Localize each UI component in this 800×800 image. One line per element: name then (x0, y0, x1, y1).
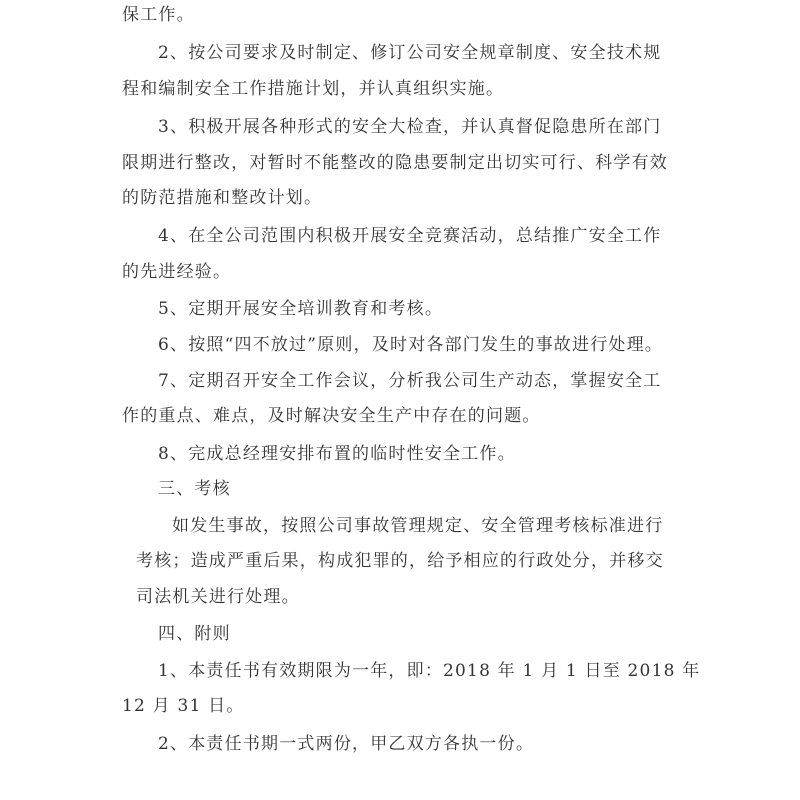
text-line: 如发生事故，按照公司事故管理规定、安全管理考核标准进行 (172, 516, 664, 536)
text-line: 4、在全公司范围内积极开展安全竞赛活动，总结推广安全工作 (158, 226, 662, 246)
text-line: 2、按公司要求及时制定、修订公司安全规章制度、安全技术规 (158, 43, 662, 63)
text-line: 保工作。 (122, 5, 195, 25)
text-line: 5、定期开展安全培训教育和考核。 (158, 299, 444, 319)
text-line: 考核；造成严重后果，构成犯罪的，给予相应的行政处分，并移交 (136, 551, 664, 571)
text-line: 3、积极开展各种形式的安全大检查，并认真督促隐患所在部门 (158, 117, 662, 137)
text-line: 7、定期召开安全工作会议，分析我公司生产动态，掌握安全工 (158, 371, 662, 391)
text-line: 作的重点、难点，及时解决安全生产中存在的问题。 (122, 406, 541, 426)
section-heading: 四、附则 (158, 624, 231, 644)
text-line: 的先进经验。 (122, 262, 232, 282)
section-heading: 三、考核 (158, 479, 231, 499)
text-line: 的防范措施和整改计划。 (122, 188, 323, 208)
text-line: 程和编制安全工作措施计划，并认真组织实施。 (122, 79, 505, 99)
text-line: 12 月 31 日。 (122, 696, 245, 716)
text-line: 限期进行整改，对暂时不能整改的隐患要制定出切实可行、科学有效 (122, 153, 668, 173)
text-line: 8、完成总经理安排布置的临时性安全工作。 (158, 444, 516, 464)
text-line: 6、按照“四不放过”原则，及时对各部门发生的事故进行处理。 (158, 335, 663, 355)
text-line: 司法机关进行处理。 (136, 587, 300, 607)
text-line: 1、本责任书有效期限为一年，即：2018 年 1 月 1 日至 2018 年 (158, 661, 701, 681)
text-line: 2、本责任书期一式两份，甲乙双方各执一份。 (158, 734, 535, 754)
